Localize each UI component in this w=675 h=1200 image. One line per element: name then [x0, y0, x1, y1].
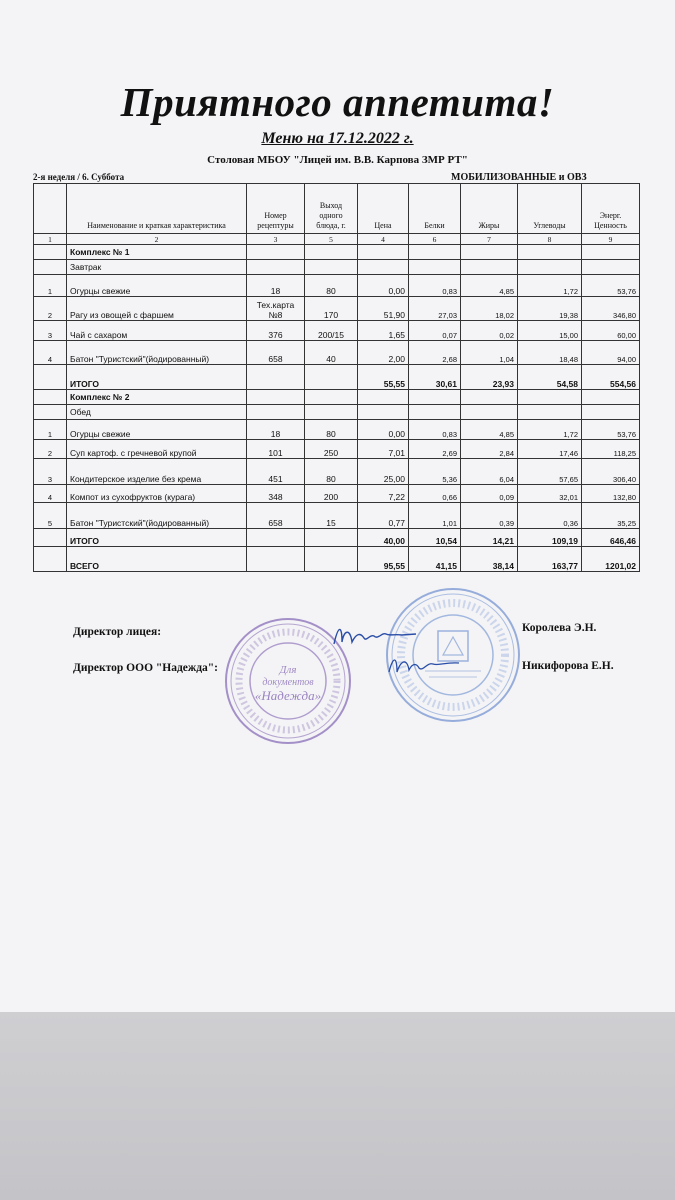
total-label: ИТОГО [67, 365, 247, 390]
dish-fat: 0,09 [461, 485, 518, 503]
dish-yield: 200 [305, 485, 358, 503]
menu-table [33, 183, 640, 572]
dish-name: Кондитерское изделие без крема [67, 459, 247, 485]
total-energy: 554,56 [582, 365, 640, 390]
dish-name: Огурцы свежие [67, 420, 247, 440]
complex-title: Комплекс № 1 [67, 245, 247, 260]
svg-text:«Надежда»: «Надежда» [254, 688, 322, 703]
table-row [34, 459, 640, 485]
header-cell: Наименование и краткая характеристика [67, 184, 247, 234]
header-cell: Выход одного блюда, г. [305, 184, 358, 234]
dish-name: Чай с сахаром [67, 321, 247, 341]
dish-carbs: 32,01 [518, 485, 582, 503]
director-signature [330, 620, 420, 654]
table-row [34, 440, 640, 459]
dish-carbs: 18,48 [518, 341, 582, 365]
column-number-row [34, 234, 640, 245]
recipe-number: 658 [247, 503, 305, 529]
dish-price: 1,65 [358, 321, 409, 341]
dish-energy: 53,76 [582, 275, 640, 297]
grand-total-price: 95,55 [358, 547, 409, 572]
svg-text:Для: Для [279, 664, 297, 676]
dish-protein: 0,66 [409, 485, 461, 503]
dish-fat: 1,04 [461, 341, 518, 365]
grand-total-label: ВСЕГО [67, 547, 247, 572]
meal-row [34, 405, 640, 420]
column-number: 5 [305, 234, 358, 245]
director-label: Директор лицея: [73, 626, 162, 638]
dish-name: Суп картоф. с гречневой крупой [67, 440, 247, 459]
dish-protein: 5,36 [409, 459, 461, 485]
row-number: 2 [34, 297, 67, 321]
dish-name: Батон "Туристский"(йодированный) [67, 503, 247, 529]
total-protein: 10,54 [409, 529, 461, 547]
director-name: Королева Э.Н. [522, 622, 597, 634]
recipe-number: 18 [247, 420, 305, 440]
dish-price: 25,00 [358, 459, 409, 485]
row-number: 5 [34, 503, 67, 529]
dish-carbs: 57,65 [518, 459, 582, 485]
dish-yield: 40 [305, 341, 358, 365]
svg-text:документов: документов [262, 677, 314, 688]
total-price: 55,55 [358, 365, 409, 390]
meal-name: Завтрак [67, 260, 247, 275]
dish-price: 0,00 [358, 420, 409, 440]
dish-fat: 6,04 [461, 459, 518, 485]
supplier-name: Никифорова Е.Н. [522, 660, 614, 672]
dish-name: Батон "Туристский"(йодированный) [67, 341, 247, 365]
dish-yield: 15 [305, 503, 358, 529]
recipe-number: Тех.карта №8 [247, 297, 305, 321]
supplier-label: Директор ООО "Надежда": [73, 662, 219, 674]
table-header-row [34, 184, 640, 234]
dish-yield: 80 [305, 459, 358, 485]
row-number: 3 [34, 321, 67, 341]
column-number: 4 [358, 234, 409, 245]
dish-energy: 53,76 [582, 420, 640, 440]
dish-protein: 2,69 [409, 440, 461, 459]
menu-date: Меню на 17.12.2022 г. [261, 130, 414, 147]
row-number: 2 [34, 440, 67, 459]
complex-title-row [34, 245, 640, 260]
total-fat: 23,93 [461, 365, 518, 390]
dish-yield: 80 [305, 275, 358, 297]
total-label: ИТОГО [67, 529, 247, 547]
supplier-signature [385, 650, 465, 680]
recipe-number: 451 [247, 459, 305, 485]
dish-name: Рагу из овощей с фаршем [67, 297, 247, 321]
dish-energy: 306,40 [582, 459, 640, 485]
dish-fat: 0,39 [461, 503, 518, 529]
total-row [34, 529, 640, 547]
dish-energy: 60,00 [582, 321, 640, 341]
column-number: 9 [582, 234, 640, 245]
table-row [34, 341, 640, 365]
organization-name: Столовая МБОУ "Лицей им. В.В. Карпова ЗМР РТ" [207, 154, 468, 166]
week-day: 2-я неделя / 6. Суббота [33, 172, 125, 182]
row-number: 4 [34, 341, 67, 365]
table-row [34, 275, 640, 297]
dish-carbs: 0,36 [518, 503, 582, 529]
column-number: 6 [409, 234, 461, 245]
total-energy: 646,46 [582, 529, 640, 547]
recipe-number: 376 [247, 321, 305, 341]
header-cell: Цена [358, 184, 409, 234]
dish-energy: 346,80 [582, 297, 640, 321]
row-number: 4 [34, 485, 67, 503]
header-cell [34, 184, 67, 234]
dish-protein: 0,83 [409, 275, 461, 297]
dish-protein: 2,68 [409, 341, 461, 365]
header-cell: Жиры [461, 184, 518, 234]
column-number: 8 [518, 234, 582, 245]
meal-name: Обед [67, 405, 247, 420]
row-number: 1 [34, 275, 67, 297]
dish-energy: 94,00 [582, 341, 640, 365]
table-row [34, 420, 640, 440]
total-price: 40,00 [358, 529, 409, 547]
grand-total-carbs: 163,77 [518, 547, 582, 572]
column-number: 3 [247, 234, 305, 245]
total-row [34, 365, 640, 390]
dish-yield: 250 [305, 440, 358, 459]
complex-title-row [34, 390, 640, 405]
dish-energy: 35,25 [582, 503, 640, 529]
background-surface [0, 1012, 675, 1200]
recipe-number: 101 [247, 440, 305, 459]
meal-row [34, 260, 640, 275]
dish-protein: 0,83 [409, 420, 461, 440]
dish-name: Компот из сухофруктов (курага) [67, 485, 247, 503]
dish-yield: 80 [305, 420, 358, 440]
dish-fat: 0,02 [461, 321, 518, 341]
dish-yield: 200/15 [305, 321, 358, 341]
header-cell: Энерг. Ценность [582, 184, 640, 234]
header-cell: Углеводы [518, 184, 582, 234]
grand-total-row [34, 547, 640, 572]
dish-fat: 4,85 [461, 275, 518, 297]
dish-price: 2,00 [358, 341, 409, 365]
grand-total-protein: 41,15 [409, 547, 461, 572]
column-number: 7 [461, 234, 518, 245]
dish-fat: 4,85 [461, 420, 518, 440]
dish-yield: 170 [305, 297, 358, 321]
dish-carbs: 1,72 [518, 420, 582, 440]
dish-carbs: 15,00 [518, 321, 582, 341]
dish-carbs: 17,46 [518, 440, 582, 459]
dish-price: 51,90 [358, 297, 409, 321]
total-fat: 14,21 [461, 529, 518, 547]
dish-price: 0,77 [358, 503, 409, 529]
dish-price: 7,01 [358, 440, 409, 459]
table-row [34, 503, 640, 529]
column-number: 2 [67, 234, 247, 245]
dish-carbs: 19,38 [518, 297, 582, 321]
table-row [34, 297, 640, 321]
row-number: 3 [34, 459, 67, 485]
dish-protein: 1,01 [409, 503, 461, 529]
complex-title: Комплекс № 2 [67, 390, 247, 405]
recipe-number: 348 [247, 485, 305, 503]
dish-carbs: 1,72 [518, 275, 582, 297]
total-carbs: 54,58 [518, 365, 582, 390]
recipe-number: 18 [247, 275, 305, 297]
dish-price: 0,00 [358, 275, 409, 297]
dish-energy: 118,25 [582, 440, 640, 459]
category-label: МОБИЛИЗОВАННЫЕ и ОВЗ [451, 172, 587, 183]
table-row [34, 321, 640, 341]
dish-protein: 27,03 [409, 297, 461, 321]
dish-protein: 0,07 [409, 321, 461, 341]
recipe-number: 658 [247, 341, 305, 365]
total-protein: 30,61 [409, 365, 461, 390]
dish-name: Огурцы свежие [67, 275, 247, 297]
grand-total-fat: 38,14 [461, 547, 518, 572]
row-number: 1 [34, 420, 67, 440]
table-row [34, 485, 640, 503]
page-title: Приятного аппетита! [120, 79, 555, 125]
dish-fat: 2,84 [461, 440, 518, 459]
dish-energy: 132,80 [582, 485, 640, 503]
header-cell: Номер рецептуры [247, 184, 305, 234]
column-number: 1 [34, 234, 67, 245]
dish-price: 7,22 [358, 485, 409, 503]
grand-total-energy: 1201,02 [582, 547, 640, 572]
header-cell: Белки [409, 184, 461, 234]
dish-fat: 18,02 [461, 297, 518, 321]
total-carbs: 109,19 [518, 529, 582, 547]
